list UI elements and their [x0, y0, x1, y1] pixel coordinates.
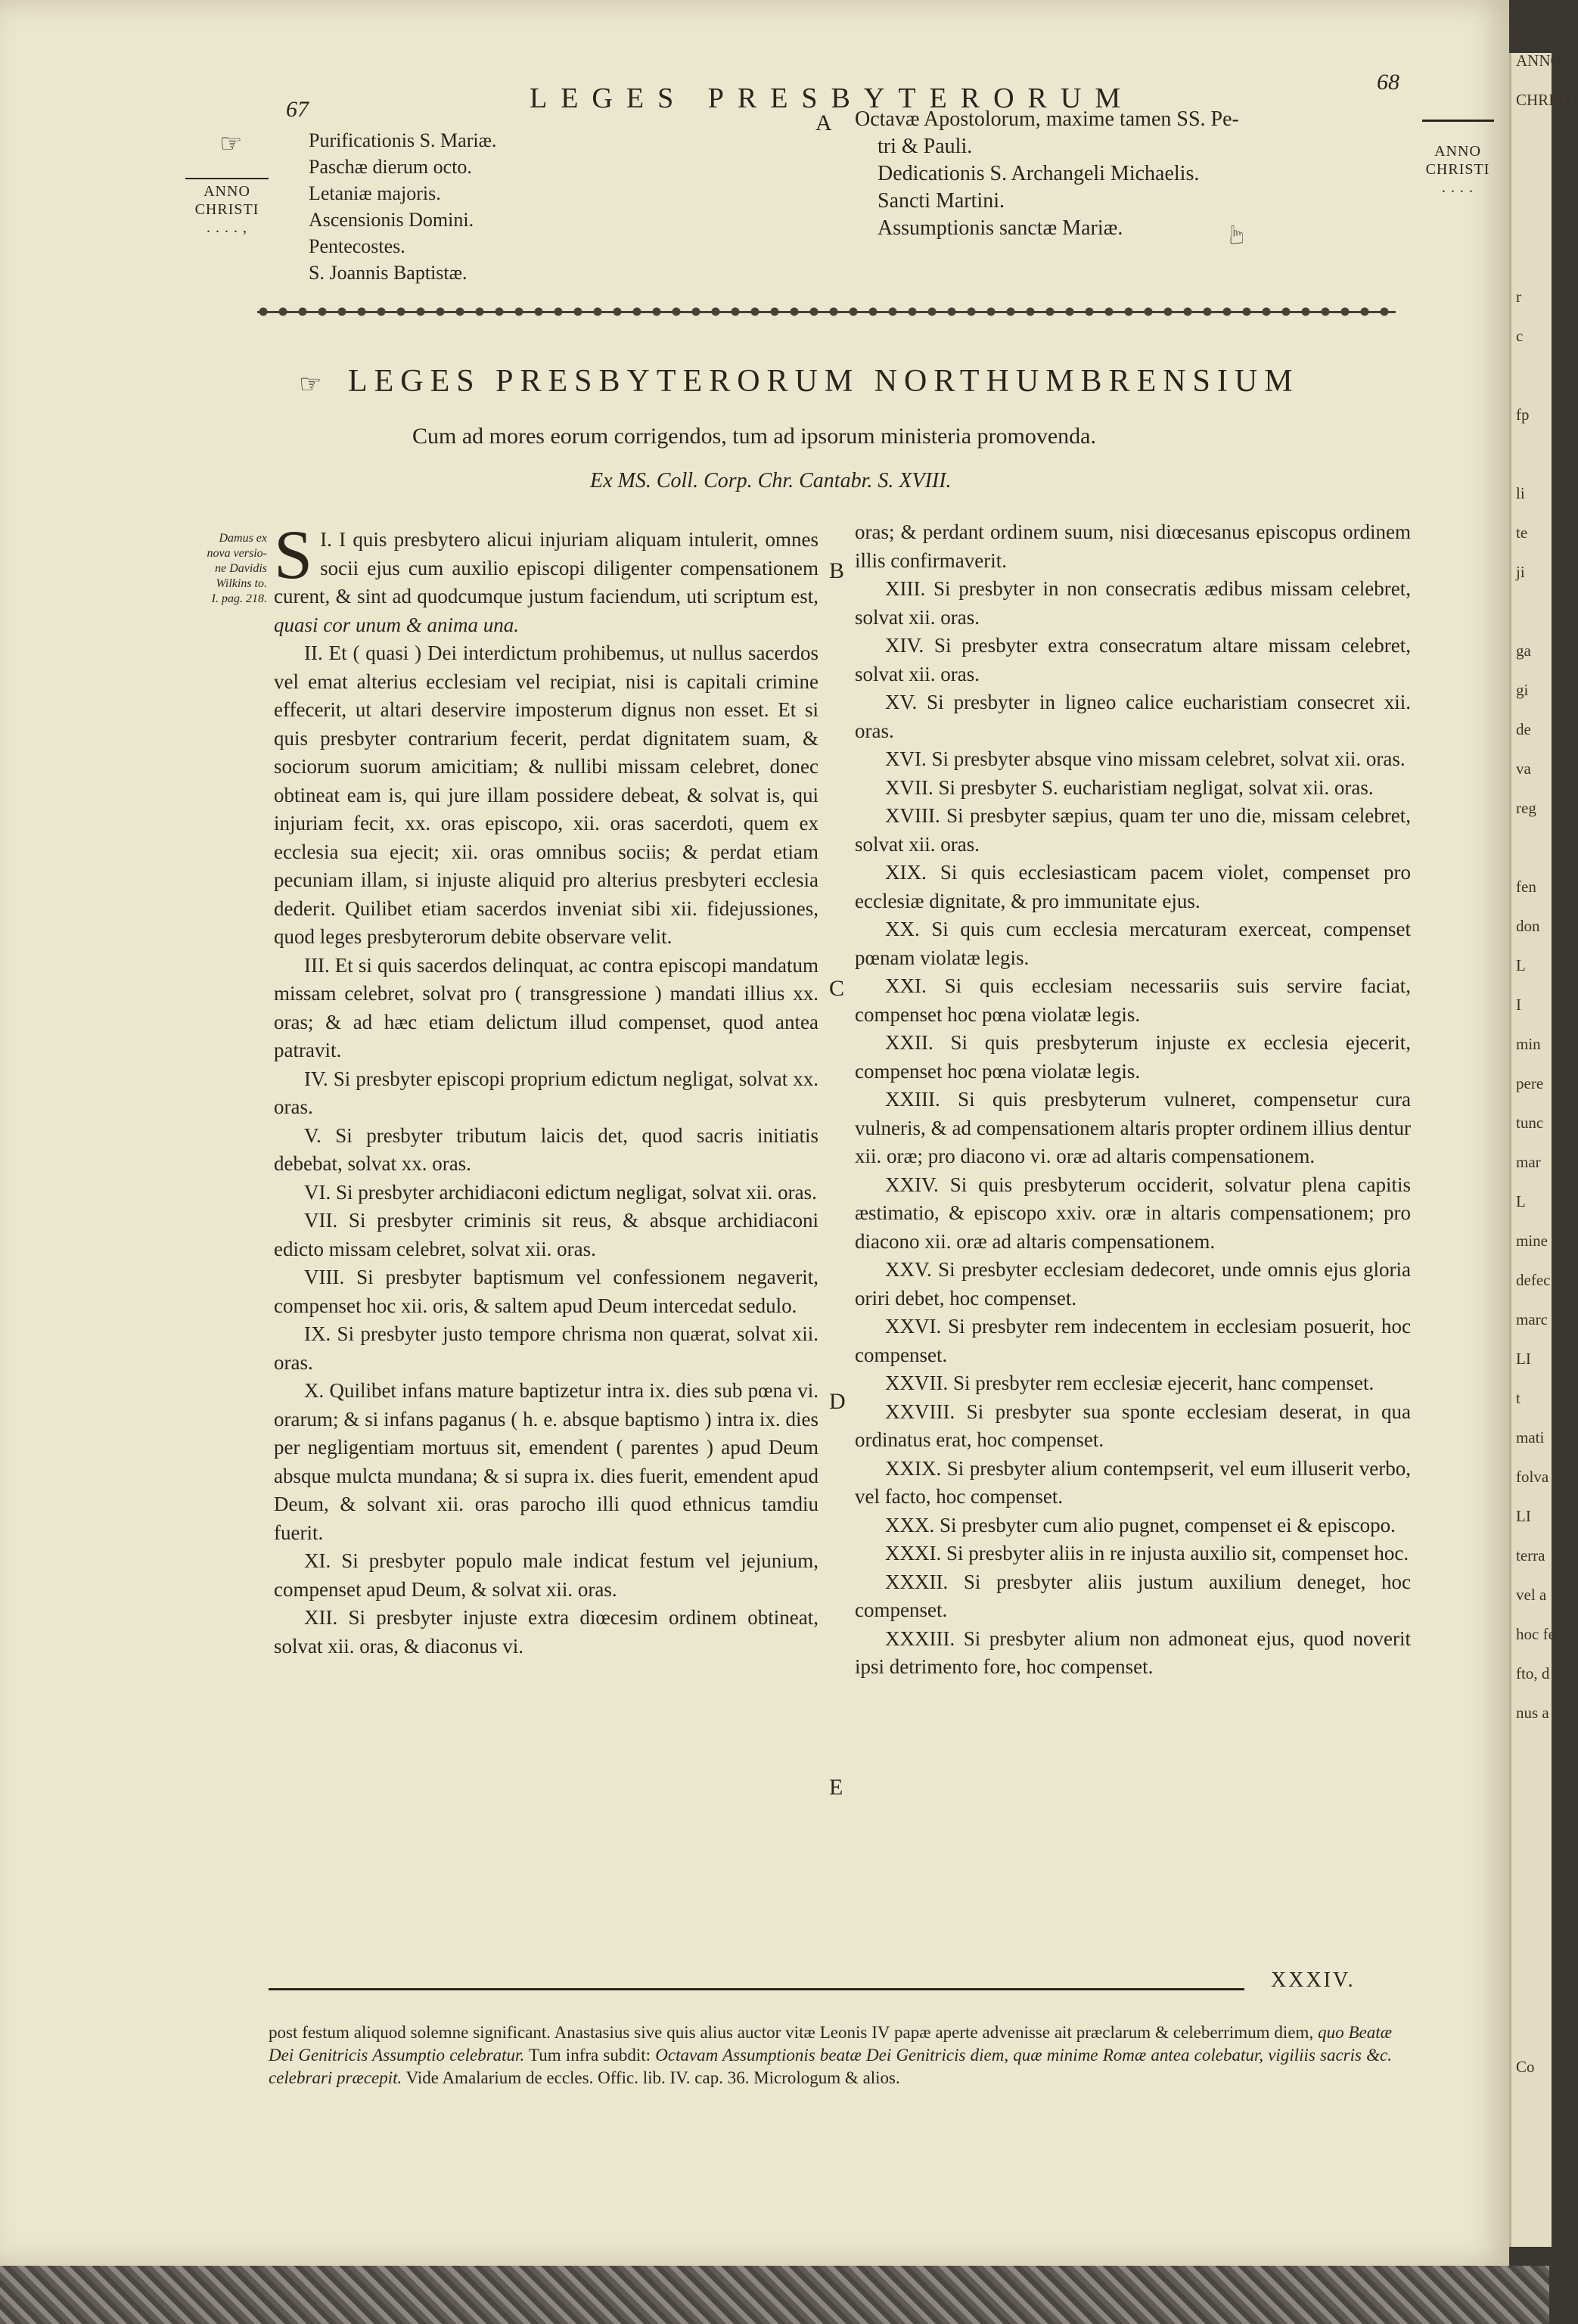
- facing-page-fragment: marc: [1516, 1310, 1548, 1328]
- facing-page-fragment: Co: [1516, 2058, 1535, 2076]
- left-column: [274, 516, 819, 1661]
- subtitle: Cum ad mores eorum corrigendos, tum ad ipsorum ministeria promovenda.: [412, 424, 1096, 449]
- paragraph: XI. Si presbyter populo male indicat festum vel jejunium, compenset apud Deum, & solvat xii. oras.: [274, 1549, 819, 1601]
- margin-letter-c: C: [829, 976, 845, 1001]
- facing-page-fragment: va: [1516, 760, 1531, 778]
- drop-cap: S: [274, 516, 313, 593]
- facing-page-fragment: reg: [1516, 799, 1536, 817]
- paragraph: XVII. Si presbyter S. eucharistiam negligat, solvat xii. oras.: [885, 775, 1374, 799]
- paragraph: X. Quilibet infans mature baptizetur intra ix. dies sub pœna vi. orarum; & si infans paganus ( h. e. absque baptismo ) intra ix. dies per negligentiam mortuus sit, emendent ( parentes ) apud Deum absque mulcta mundana; & si supra ix. dies fuerit, emendent apud Deum, & solvant xii. oras parocho illi quod ethnicus tamdiu fuerit.: [274, 1379, 819, 1544]
- facing-page-fragment: li: [1516, 484, 1525, 502]
- facing-page-fragment: [1516, 604, 1552, 643]
- facing-page-fragment: [1516, 2020, 1552, 2059]
- paragraph: IX. Si presbyter justo tempore chrisma non quærat, solvat xii. oras.: [274, 1322, 819, 1374]
- paragraph: XXX. Si presbyter cum alio pugnet, compenset ei & episcopo.: [885, 1513, 1396, 1536]
- facing-page-fragment: L: [1516, 956, 1526, 974]
- ornamental-band: [257, 303, 1396, 321]
- facing-page-edge: [1509, 51, 1578, 2247]
- facing-page-fragment: gi: [1516, 681, 1529, 699]
- facing-page-fragment: [1516, 1941, 1552, 1981]
- running-title: LEGES PRESBYTERORUM: [530, 82, 1135, 114]
- paragraph: XXIII. Si quis presbyterum vulneret, compensetur cura vulneris, & ad compensationem altaris propter ordinem illius dentur xii. oræ; pro diacono vi. oræ ad altaris compensationem.: [855, 1088, 1411, 1167]
- facing-page-fragment: [1516, 368, 1552, 407]
- paragraph: XXV. Si presbyter ecclesiam dedecoret, unde omnis ejus gloria oriri debet, hoc compenset.: [855, 1258, 1411, 1310]
- facing-page-fragment: [1516, 132, 1552, 171]
- margin-letter-e: E: [829, 1775, 843, 1800]
- facing-page-fragment: tunc: [1516, 1114, 1544, 1132]
- facing-page-fragment: CHRISTI: [1516, 91, 1578, 109]
- facing-page-fragment: vel a: [1516, 1586, 1547, 1604]
- right-column: [855, 518, 1411, 1682]
- pointing-hand-icon: ☞: [299, 371, 322, 399]
- facing-page-fragment: I: [1516, 996, 1521, 1014]
- facing-page-fragment: [1516, 1902, 1552, 1941]
- paragraph: XII. Si presbyter injuste extra diœcesim ordinem obtineat, solvat xii. oras, & diaconus vi.: [274, 1606, 819, 1658]
- paragraph: XVIII. Si presbyter sæpius, quam ter uno die, missam celebret, solvat xii. oras.: [855, 804, 1411, 856]
- carpet-background: [0, 2266, 1549, 2324]
- paragraph: VI. Si presbyter archidiaconi edictum negligat, solvat xii. oras.: [304, 1180, 817, 1204]
- facing-page-fragment: LI: [1516, 1507, 1531, 1525]
- facing-page-fragment: mine: [1516, 1232, 1548, 1250]
- facing-page-fragment: [1516, 1784, 1552, 1823]
- paragraph: XIX. Si quis ecclesiasticam pacem violet, compenset pro ecclesiæ dignitate, & pro immunitate ejus.: [855, 861, 1411, 912]
- facing-page-fragment: [1516, 171, 1552, 210]
- facing-page-fragment: mati: [1516, 1428, 1545, 1446]
- facing-page-fragment: te: [1516, 524, 1528, 542]
- facing-page-fragment: hoc fe: [1516, 1625, 1555, 1643]
- paragraph: XXVI. Si presbyter rem indecentem in ecclesiam posuerit, hoc compenset.: [855, 1315, 1411, 1366]
- facing-page-fragment: t: [1516, 1389, 1521, 1407]
- pointing-hand-icon: ☞: [219, 130, 243, 158]
- paragraph: XXI. Si quis ecclesiam necessariis suis servire faciat, compenset hoc pœna violatæ legis.: [855, 974, 1411, 1026]
- paragraph: VII. Si presbyter criminis sit reus, & absque archidiaconi edicto missam celebret, solvat xii. oras.: [274, 1209, 819, 1260]
- facing-page-fragment: terra: [1516, 1546, 1545, 1564]
- paragraph: XV. Si presbyter in ligneo calice eucharistiam consecret xii. oras.: [855, 691, 1411, 742]
- paragraph: XXII. Si quis presbyterum injuste ex ecclesia ejecerit, compenset hoc pœna violatæ legis.: [855, 1031, 1411, 1083]
- paragraph: XXIV. Si quis presbyterum occiderit, solvatur plena capitis æstimatio, & episcopo xxiv. oræ in altaris compensationem; pro diacono xii. oræ ad altaris compensationem.: [855, 1173, 1411, 1253]
- paragraph: XXXII. Si presbyter aliis justum auxilium deneget, hoc compenset.: [855, 1570, 1411, 1621]
- catchword: XXXIV.: [1271, 1968, 1356, 1992]
- facing-page-fragment: [1516, 1823, 1552, 1863]
- facing-page-fragment: fto, d: [1516, 1664, 1550, 1682]
- anno-christi-right: ANNO CHRISTI . . . .: [1425, 143, 1490, 196]
- facing-page-fragment: c: [1516, 327, 1524, 345]
- facing-page-fragment: [1516, 1745, 1552, 1784]
- facing-page-fragment: folva: [1516, 1468, 1549, 1486]
- facing-page-fragment: [1516, 840, 1552, 879]
- pointing-hand-icon: ☞: [1223, 222, 1252, 247]
- facing-page-fragment: ga: [1516, 642, 1531, 660]
- facing-page-fragment: [1516, 250, 1552, 289]
- paragraph: XXVIII. Si presbyter sua sponte ecclesiam deserat, in qua ordinatus erat, hoc compenset.: [855, 1400, 1411, 1451]
- facing-page-fragment: [1516, 1863, 1552, 1902]
- facing-page-fragment: fp: [1516, 405, 1530, 424]
- paragraph: oras; & perdant ordinem suum, nisi diœcesanus episcopus ordinem illis confirmaverit.: [855, 520, 1411, 572]
- facing-page-fragment: ji: [1516, 563, 1525, 581]
- paragraph: XXXI. Si presbyter aliis in re injusta auxilio sit, compenset hoc.: [885, 1542, 1409, 1564]
- facing-page-fragment: fen: [1516, 878, 1536, 896]
- feast-list-right: Octavæ Apostolorum, maxime tamen SS. Pe- tri & Pauli. Dedicationis S. Archangeli Michaelis. Sancti Martini. Assumptionis sanctæ Mariæ.: [855, 107, 1239, 240]
- feast-list-left: Purificationis S. Mariæ. Paschæ dierum octo. Letaniæ majoris. Ascensionis Domini. Pentecostes. S. Joannis Baptistæ.: [309, 129, 497, 284]
- facing-page-fragment: don: [1516, 917, 1540, 935]
- right-head-rule: [1422, 120, 1494, 122]
- paragraph: XX. Si quis cum ecclesia mercaturam exerceat, compenset pœnam violatæ legis.: [855, 918, 1411, 969]
- paragraph: IV. Si presbyter episcopi proprium edictum negligat, solvat xx. oras.: [274, 1067, 819, 1118]
- facing-page-fragment: nus a: [1516, 1704, 1549, 1722]
- paragraph: XIV. Si presbyter extra consecratum altare missam celebret, solvat xii. oras.: [855, 634, 1411, 685]
- paragraph: XXVII. Si presbyter rem ecclesiæ ejecerit, hanc compenset.: [885, 1372, 1375, 1394]
- paragraph: XXIX. Si presbyter alium contempserit, vel eum illuserit verbo, vel facto, hoc compenset.: [855, 1456, 1411, 1508]
- facing-page-fragment: [1516, 446, 1552, 486]
- paragraph: I. S I quis presbytero alicui injuriam aliquam intulerit, omnes socii ejus cum auxilio episcopi diligenter compensationem curent, & sint ad quodcumque justum faciendum, uti scriptum est, quasi cor unum & anima una.: [274, 516, 819, 636]
- paragraph: V. Si presbyter tributum laicis det, quod sacris initiatis debebat, solvat xx. oras.: [274, 1123, 819, 1175]
- facing-page-fragment: pere: [1516, 1074, 1544, 1092]
- margin-letter-b: B: [829, 558, 845, 583]
- facing-page-fragment: defec: [1516, 1271, 1551, 1289]
- facing-page-fragment: [1516, 210, 1552, 250]
- paragraph: XIII. Si presbyter in non consecratis ædibus missam celebret, solvat xii. oras.: [855, 577, 1411, 629]
- facing-page-fragment: de: [1516, 720, 1531, 738]
- paragraph: XVI. Si presbyter absque vino missam celebret, solvat xii. oras.: [885, 747, 1406, 770]
- facing-page-fragment: r: [1516, 287, 1521, 306]
- source-line: Ex MS. Coll. Corp. Chr. Cantabr. S. XVIII.: [590, 469, 952, 492]
- side-note: Damus ex nova versio- ne Davidis Wilkins to. I. pag. 218.: [207, 532, 267, 605]
- margin-letter-a: A: [815, 110, 832, 135]
- anno-christi-left: ANNO CHRISTI . . . . ,: [170, 178, 284, 237]
- paragraph: III. Et si quis sacerdos delinquat, ac contra episcopi mandatum missam celebret, solvat pro ( transgressione ) mandati illius xx. oras; & ad hæc etiam delictum illud compenset, quod antea patravit.: [274, 953, 819, 1061]
- left-page-number: 67: [286, 97, 309, 122]
- facing-page-fragment: L: [1516, 1192, 1526, 1210]
- footnote-rule: [269, 1988, 1244, 1990]
- margin-letter-d: D: [829, 1389, 846, 1414]
- footnote: post festum aliquod solemne significant. Anastasius sive quis alius auctor vitæ Leonis IV papæ aperte advenisse ait præclarum & celeberrimum diem, quo Beatæ Dei Genitricis Assumptio celebratur. Tum infra subdit: Octavam Assumptionis beatæ Dei Genitricis diem, quæ minime Romæ antea colebatur, vigiliis sacris &c. celebrari præcepit. Vide Amalarium de eccles. Offic. lib. IV. cap. 36. Micrologum & alios.: [269, 2023, 1393, 2087]
- facing-page-fragment: min: [1516, 1035, 1541, 1053]
- right-page-number: 68: [1377, 70, 1399, 95]
- facing-page-fragment: mar: [1516, 1153, 1541, 1171]
- facing-page-fragment: LI: [1516, 1350, 1531, 1368]
- paragraph: XXXIII. Si presbyter alium non admoneat ejus, quod noverit ipsi detrimento fore, hoc compenset.: [855, 1626, 1411, 1678]
- facing-page-fragment: [1516, 1981, 1552, 2020]
- facing-page-fragment: ANNO: [1516, 51, 1562, 70]
- paragraph: II. Et ( quasi ) Dei interdictum prohibemus, ut nullus sacerdos vel emat alterius ecclesiam vel recipiat, nisi is capitali crimine effecerit, ut altari deservire imposterum dignus non esset. Et si quis presbyter contrarium fecerit, perdat dignitatem suam, & sociorum suorum amicitiam; & nullibi missam celebret, donec obtineat eam is, qui jure illam possidere debeat, & solvat is, qui injuriam fecit, xx. oras episcopo, xii. oras sacerdoti, quem ex ecclesia sua ejecit; xii. oras omnibus sociis; & perdat etiam pecuniam illam, si injuste aliquid pro alterius presbyteri ecclesia dederit. Quilibet etiam sacerdos inveniat sibi xii. fidejussiones, quod leges presbyterorum debite observare velit.: [274, 642, 819, 948]
- paragraph: VIII. Si presbyter baptismum vel confessionem negaverit, compenset hoc xii. oris, & saltem apud Deum intercedat sedulo.: [274, 1266, 819, 1317]
- page-title: LEGES PRESBYTERORUM NORTHUMBRENSIUM: [348, 364, 1300, 399]
